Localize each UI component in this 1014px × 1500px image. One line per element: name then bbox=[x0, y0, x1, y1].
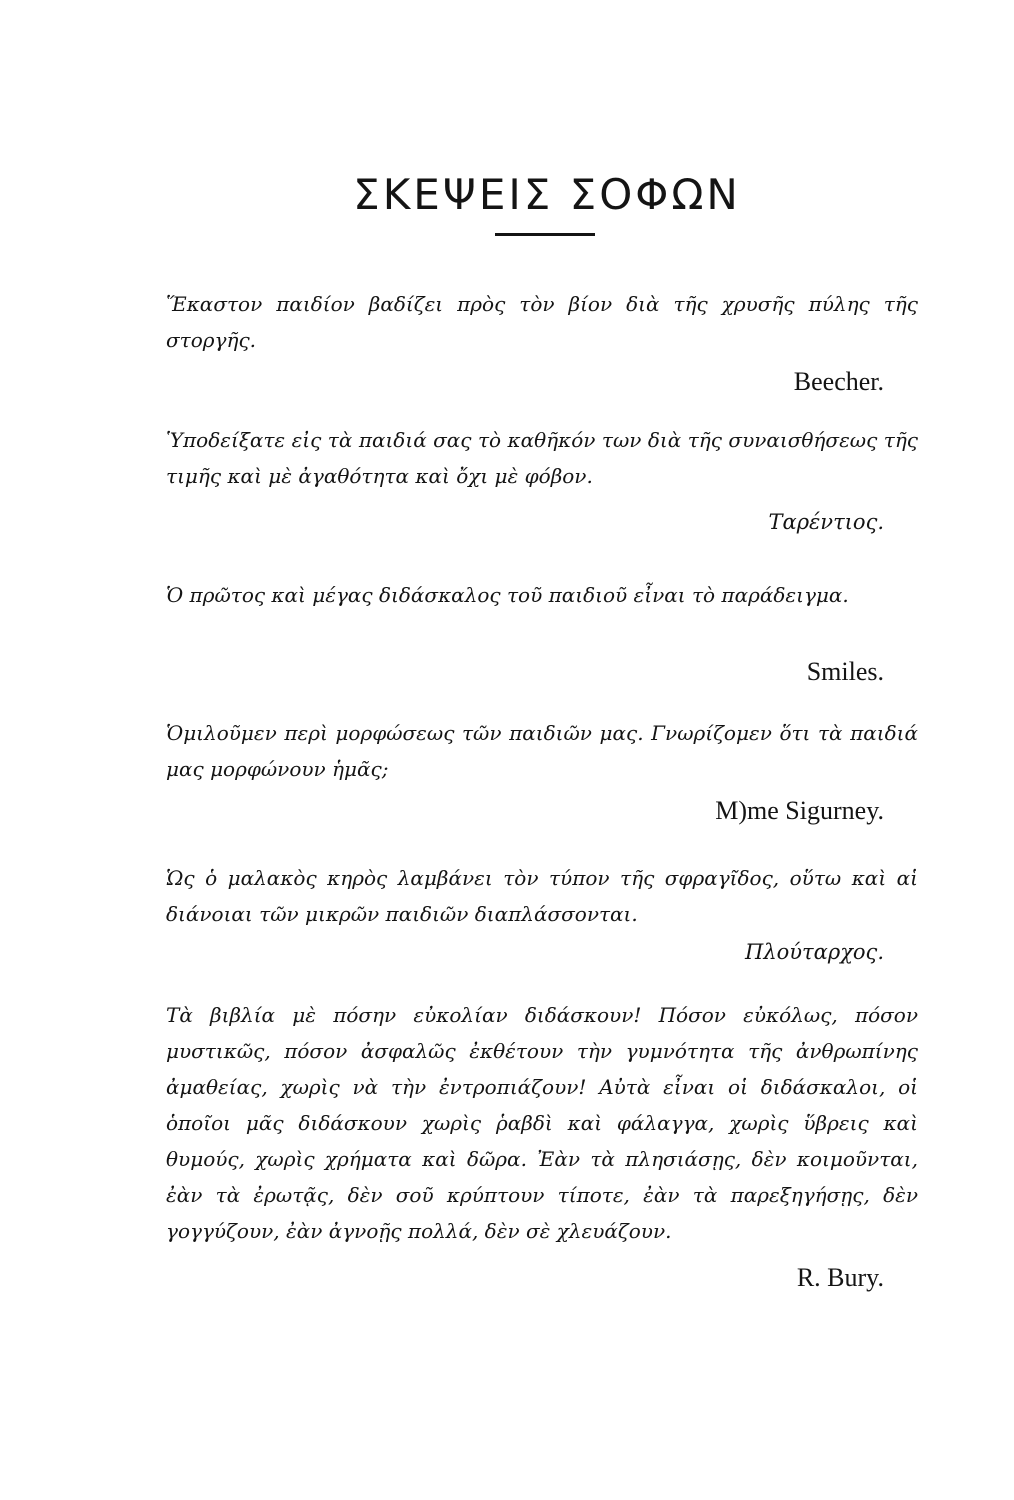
quote-6-author: R. Bury. bbox=[796, 1263, 884, 1292]
quote-1-author: Beecher. bbox=[793, 367, 884, 396]
quote-2-text: Ὑποδείξατε εἰς τὰ παιδιά σας τὸ καθῆκόν των διὰ τῆς συναισθήσεως τῆς τιμῆς καὶ μὲ ἀγαθότητα καὶ ὄχι μὲ φόβον. bbox=[166, 428, 918, 488]
page-title: ΣΚΕΨΕΙΣ ΣΟΦΩΝ bbox=[353, 170, 741, 219]
quote-3-author: Smiles. bbox=[806, 657, 884, 686]
quote-1-text: Ἕκαστον παιδίον βαδίζει πρὸς τὸν βίον διὰ τῆς χρυσῆς πύλης τῆς στοργῆς. bbox=[166, 292, 918, 352]
quote-2-author: Ταρέντιος. bbox=[768, 510, 884, 534]
quote-4-text: Ὁμιλοῦμεν περὶ μορφώσεως τῶν παιδιῶν μας. Γνωρίζομεν ὅτι τὰ παιδιά μας μορφώνουν ἡμᾶς; bbox=[166, 721, 918, 781]
quote-4-author: M)me Sigurney. bbox=[715, 796, 884, 825]
quote-3-text: Ὁ πρῶτος καὶ μέγας διδάσκαλος τοῦ παιδιοῦ εἶναι τὸ παράδειγμα. bbox=[166, 583, 849, 607]
quote-6-text: Τὰ βιβλία μὲ πόσην εὐκολίαν διδάσκουν! Πόσον εὐκόλως, πόσον μυστικῶς, πόσον ἀσφαλῶς ἐκθέτουν τὴν γυμνότητα τῆς ἀνθρωπίνης ἀμαθείας, χωρὶς νὰ τὴν ἐντροπιάζουν! Αὐτὰ εἶναι οἱ διδάσκαλοι, οἱ ὁποῖοι μᾶς διδάσκουν χωρὶς ῥαβδὶ καὶ φάλαγγα, χωρὶς ὕβρεις καὶ θυμούς, χωρὶς χρήματα καὶ δῶρα. Ἐὰν τὰ πλησιάσῃς, δὲν κοιμοῦνται, ἐὰν τὰ ἐρωτᾷς, δὲν σοῦ κρύπτουν τίποτε, ἐὰν τὰ παρεξηγήσῃς, δὲν γογγύζουν, ἐὰν ἀγνοῇς πολλά, δὲν σὲ χλευάζουν. bbox=[166, 1003, 918, 1243]
title-underline bbox=[495, 233, 595, 236]
quote-5-text: Ὡς ὁ μαλακὸς κηρὸς λαμβάνει τὸν τύπον τῆς σφραγῖδος, οὕτω καὶ αἱ διάνοιαι τῶν μικρῶν παιδιῶν διαπλάσσονται. bbox=[166, 866, 918, 926]
quote-5-author: Πλούταρχος. bbox=[745, 940, 884, 964]
